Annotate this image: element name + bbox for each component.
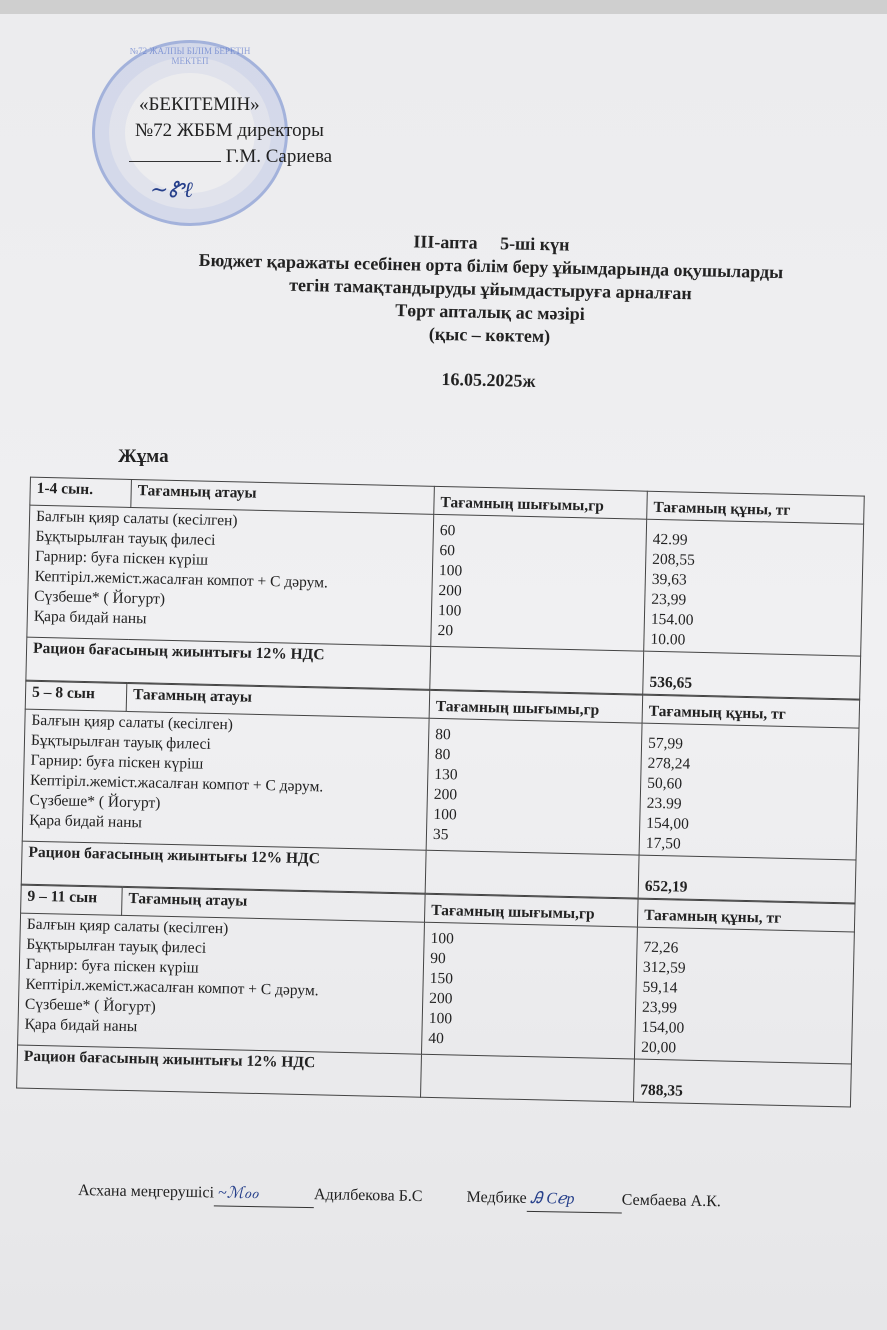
total-value: 652,19 [638,855,856,903]
total-label: Рацион бағасының жиынтығы 12% НДС [21,841,426,893]
cost: 57,99 [647,734,684,753]
cost: 154,00 [641,1018,685,1037]
output: 80 [434,745,451,764]
total-label: Рацион бағасының жиынтығы 12% НДС [17,1045,422,1097]
table-row [22,709,859,860]
output: 100 [433,805,457,824]
week-day: III-апта 5-ші күн [413,231,570,255]
cost: 72,26 [643,938,679,957]
output: 200 [429,989,453,1008]
approval-title: «БЕКІТЕМІН» [139,94,260,115]
nurse-label: Медбике [466,1188,527,1207]
table-row [18,913,855,1064]
cost: 39,63 [651,570,687,589]
dish-name: Кептіріл.жеміст.жасалған компот + С дәрум. [29,771,324,796]
output: 200 [433,785,458,804]
heading-line-1: Бюджет қаражаты есебінен орта білім беру ұйымдарында оқушыларды [198,249,784,283]
cook-name: Адилбекова Б.С [313,1186,423,1206]
dish-name: Балғын қияр салаты (кесілген) [31,711,234,734]
dish-name: Кептіріл.жеміст.жасалған компот + С дәрум. [34,567,329,592]
heading-line-2: тегін тамақтандыруды ұйымдастыруға арналған [288,274,692,304]
dish-name: Гарнир: буға піскен күріш [30,751,204,773]
document-heading [128,224,851,399]
nurse-name: Сембаева А.К. [621,1191,721,1211]
col-name: Тағамның атауы [131,479,435,514]
dish-name: Қара бидай наны [29,811,143,832]
stamp-text: №72 ЖАЛПЫ БІЛІМ БЕРЕТІН МЕКТЕП [129,46,251,66]
col-output: Тағамның шығымы,гр [434,486,648,519]
output: 150 [429,969,454,988]
class-group-label: 5 – 8 сын [25,681,127,711]
menu-tables [0,476,880,1108]
cost: 50,60 [647,774,683,793]
dish-name: Балғын қияр салаты (кесілген) [26,915,229,938]
dish-name: Бұқтырылған тауық филесі [35,527,216,549]
output: 100 [438,561,463,580]
col-cost: Тағамның құны, тг [637,899,855,932]
output: 60 [439,521,456,540]
cook-label: Асхана меңгерушісі [77,1182,215,1202]
cost: 17,50 [645,834,681,853]
class-group-label: 9 – 11 сын [21,885,123,915]
cook-signature: ~ℳℴℴ [214,1181,314,1208]
output: 80 [435,725,451,744]
director-name: Г.М. Сариева [225,146,333,167]
cost: 278,24 [647,754,691,773]
output: 60 [439,541,456,560]
output: 40 [428,1029,445,1048]
dish-name: Сүзбеше* ( Йогурт) [34,587,166,608]
output: 100 [430,929,455,948]
output: 35 [432,825,449,844]
signatures-footer [78,1179,878,1218]
col-name: Тағамның атауы [122,887,426,922]
cost: 23,99 [641,998,678,1017]
output: 130 [434,765,458,784]
nurse-signature: Ꭿ Сℯр [527,1187,622,1214]
dish-name: Сүзбеше* ( Йогурт) [24,995,156,1016]
dish-name: Гарнир: буға піскен күріш [34,547,209,569]
total-value: 536,65 [643,651,861,699]
col-output: Тағамның шығымы,гр [429,690,643,723]
dish-name: Балғын қияр салаты (кесілген) [35,507,238,530]
col-cost: Тағамның құны, тг [642,695,860,728]
output: 100 [428,1009,453,1028]
menu-table [25,477,864,700]
dish-name: Гарнир: буға піскен күріш [25,955,199,977]
dish-name: Кептіріл.жеміст.жасалған компот + С дәрум. [25,975,319,1000]
dish-name: Қара бидай наны [33,607,147,628]
cost: 23,99 [651,590,687,609]
day-name: Жұма [118,446,169,467]
output: 20 [437,621,454,640]
cost: 20,00 [641,1038,677,1057]
output: 200 [438,581,462,600]
total-label: Рацион бағасының жиынтығы 12% НДС [26,637,431,689]
menu-table [16,885,855,1108]
col-output: Тағамның шығымы,гр [424,894,638,927]
document-page [0,14,887,1330]
menu-date: 16.05.2025ж [441,369,536,391]
cost: 23.99 [646,794,682,813]
cost: 154,00 [646,814,690,833]
cost: 312,59 [642,958,686,977]
table-row [27,505,864,656]
col-name: Тағамның атауы [126,683,430,718]
heading-line-3: Төрт апталық ас мәзірі [395,300,585,324]
heading-line-4: (қыс – көктем) [428,323,551,347]
output: 100 [437,601,462,620]
class-group-label: 1-4 сын. [30,477,132,507]
cost: 154.00 [650,610,694,629]
dish-name: Бұқтырылған тауық филесі [30,731,211,753]
cost: 10.00 [650,630,686,649]
director-position: №72 ЖББМ директоры [135,120,324,141]
cost: 208,55 [652,550,696,569]
approval-block [135,92,332,170]
dish-name: Бұқтырылған тауық филесі [26,935,207,957]
dish-name: Қара бидай наны [24,1015,138,1036]
col-cost: Тағамның құны, тг [647,491,865,524]
menu-table [21,681,860,904]
director-signature: ~Ꮡℓ [150,178,193,203]
dish-name: Сүзбеше* ( Йогурт) [29,791,161,812]
output: 90 [429,949,446,968]
cost: 59,14 [642,978,678,997]
cost: 42.99 [652,530,688,549]
total-value: 788,35 [633,1059,851,1107]
